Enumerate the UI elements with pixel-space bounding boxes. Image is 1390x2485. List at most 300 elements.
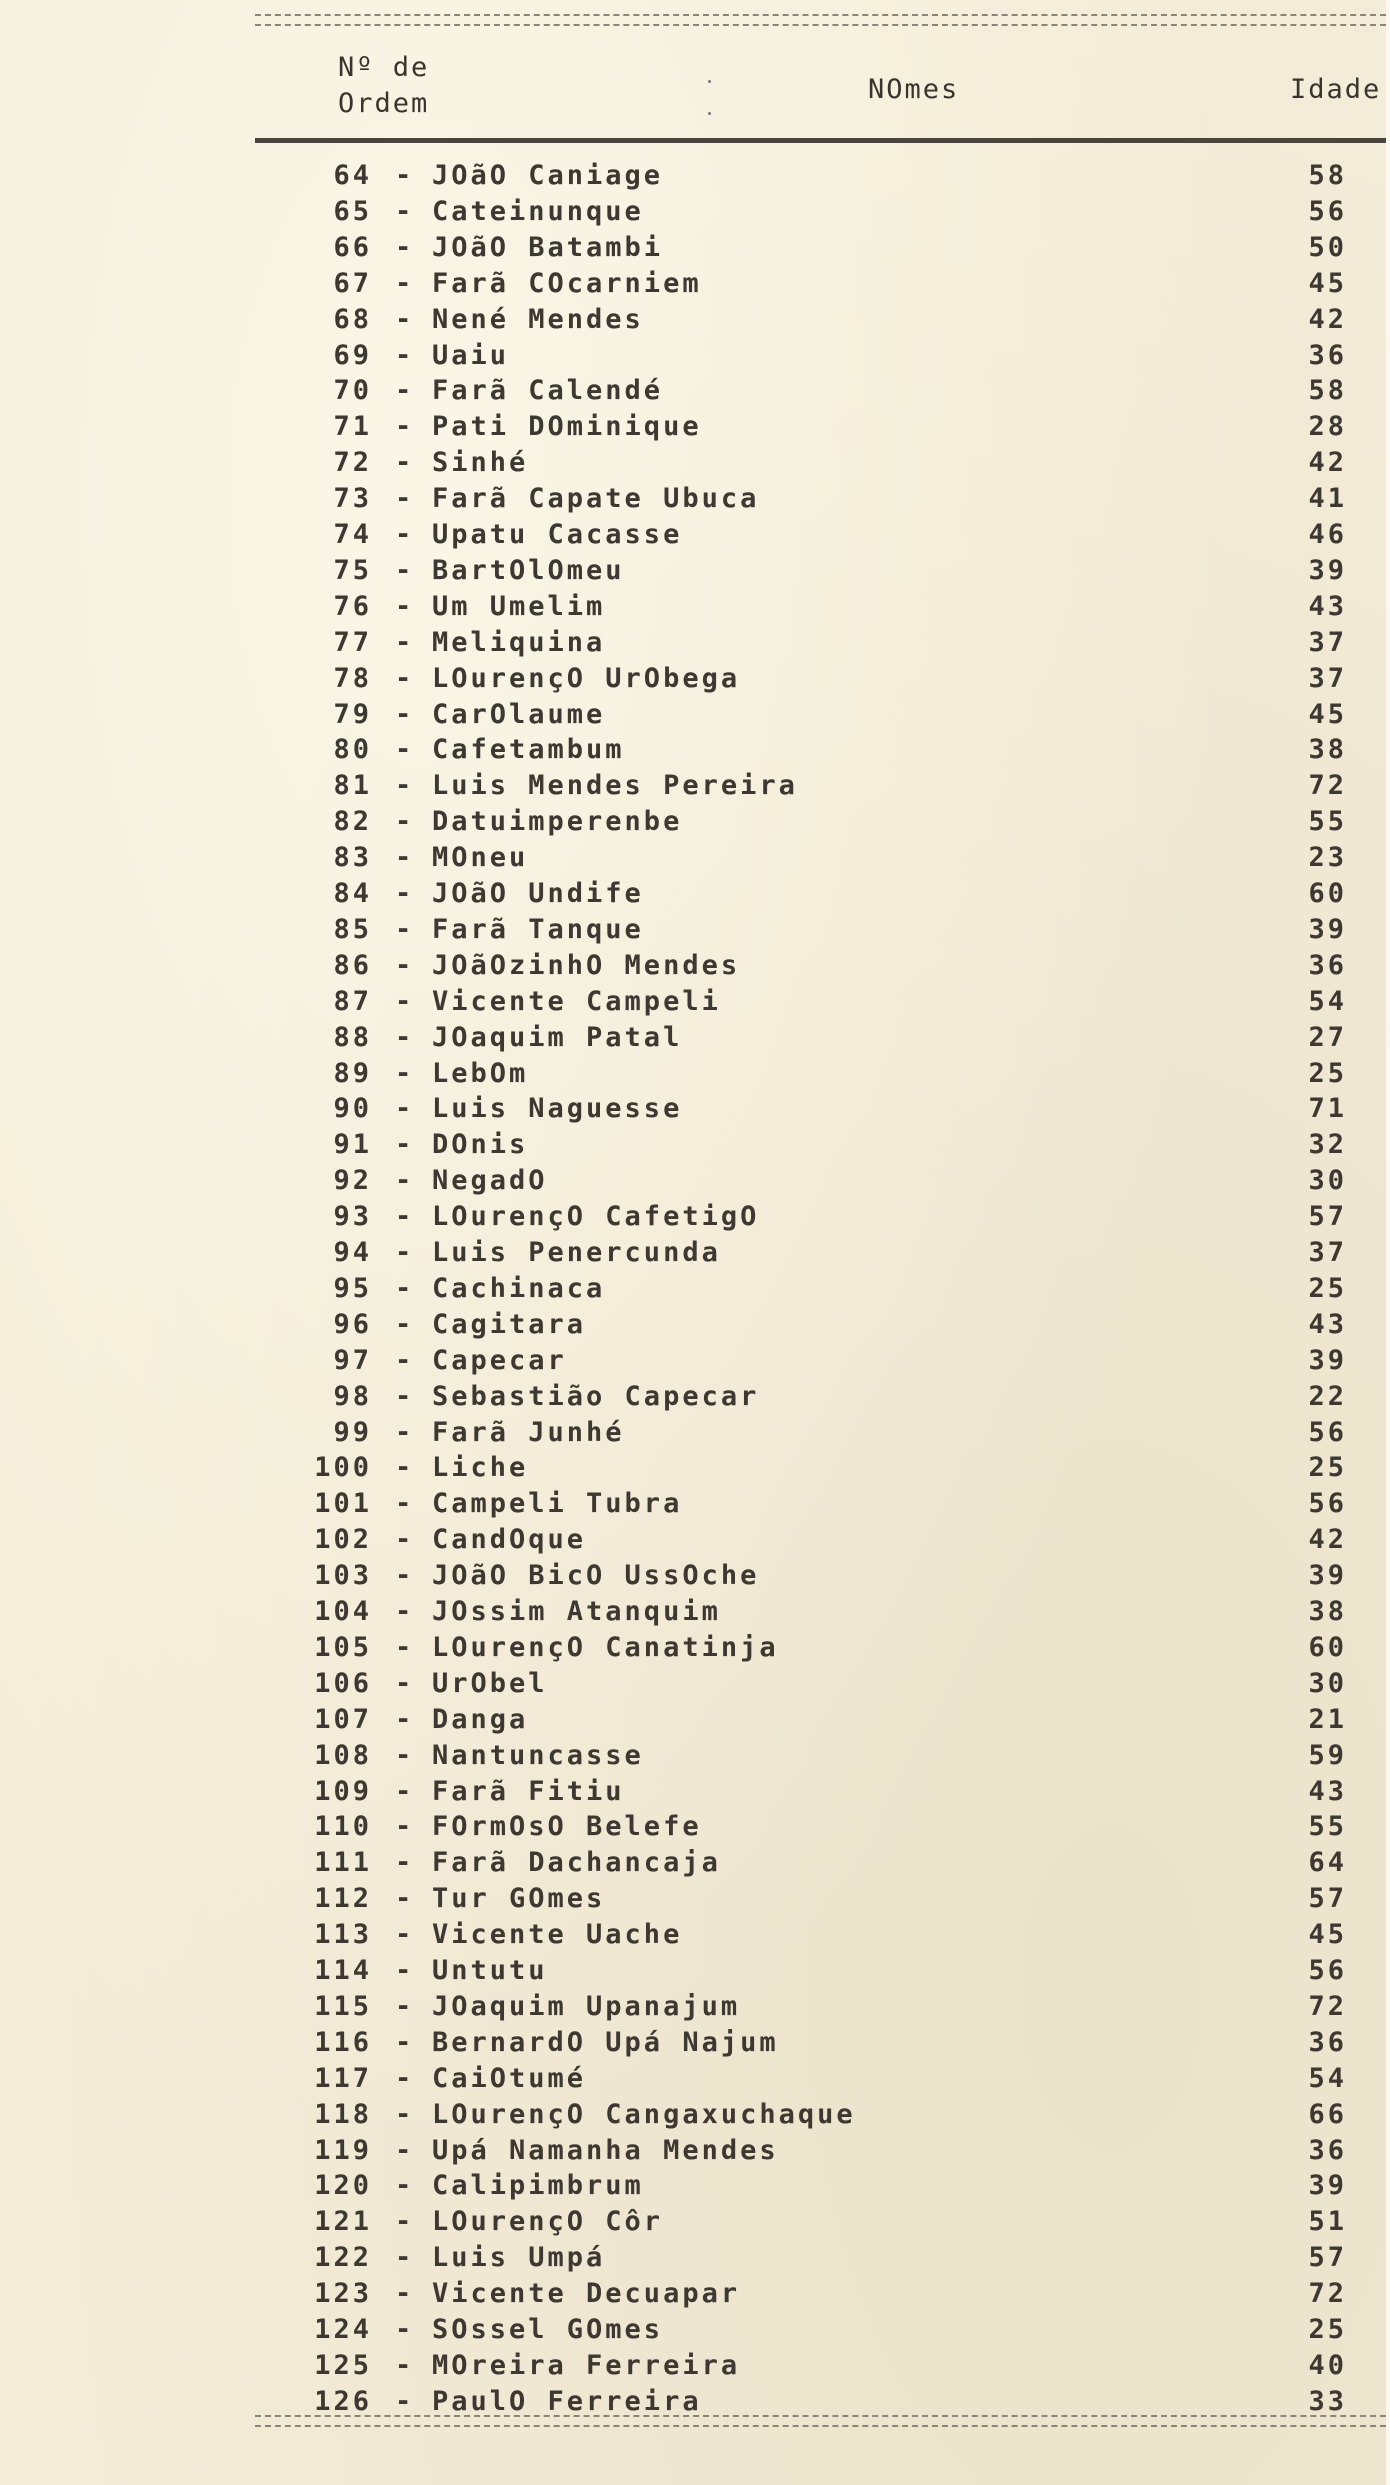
person-age: 37 [1308, 1237, 1347, 1268]
separator-dash: - [395, 1272, 415, 1304]
order-number: 117 [314, 2062, 372, 2094]
person-age: 64 [1308, 1847, 1347, 1879]
separator-dash: - [395, 734, 415, 766]
person-age: 59 [1308, 1739, 1347, 1771]
separator-dash: - [395, 949, 415, 981]
person-name: Farã COcarniem [432, 267, 702, 299]
person-name: PaulO Ferreira [432, 2385, 702, 2417]
person-age: 39 [1308, 2170, 1347, 2202]
header-rule [255, 138, 1386, 143]
list-item [0, 268, 1390, 304]
separator-dash: - [395, 2026, 415, 2058]
separator-dash: - [395, 483, 415, 515]
order-number: 118 [314, 2098, 372, 2130]
separator-dash: - [395, 375, 415, 407]
person-name: Upatu Cacasse [432, 519, 683, 550]
person-name: LOurençO Côr [432, 2206, 664, 2238]
list-item [0, 1740, 1390, 1776]
order-number: 109 [314, 1775, 372, 1807]
person-name: Luis Umpá [432, 2242, 606, 2274]
separator-dash: - [395, 1452, 415, 1484]
order-number: 79 [333, 698, 372, 730]
person-name: Farã Capate Ubuca [432, 483, 760, 515]
person-name: Datuimperenbe [432, 806, 683, 838]
person-age: 39 [1308, 1344, 1347, 1376]
order-number: 108 [314, 1739, 372, 1771]
list-item [0, 160, 1390, 196]
list-item [0, 2206, 1390, 2242]
person-name: FOrmOsO Belefe [432, 1811, 702, 1843]
separator-dash: - [395, 1380, 415, 1412]
order-number: 74 [333, 519, 372, 550]
order-number: 71 [333, 411, 372, 443]
separator-dash: - [395, 2385, 415, 2417]
list-item [0, 734, 1390, 770]
person-age: 57 [1308, 1201, 1347, 1233]
person-name: Uaiu [432, 339, 510, 371]
order-number: 123 [314, 2278, 372, 2310]
list-item [0, 591, 1390, 627]
person-name: Nantuncasse [432, 1739, 644, 1771]
list-item [0, 1273, 1390, 1309]
separator-dash: - [395, 411, 415, 443]
separator-dash: - [395, 2206, 415, 2238]
person-name: LOurençO Cangaxuchaque [432, 2098, 856, 2130]
order-number: 98 [333, 1380, 372, 1412]
list-item [0, 1201, 1390, 1237]
list-item [0, 914, 1390, 950]
separator-dash: - [395, 1560, 415, 1592]
person-name: JOssim Atanquim [432, 1596, 721, 1627]
person-age: 43 [1308, 590, 1347, 622]
person-name: JOãOzinhO Mendes [432, 949, 741, 981]
list-item [0, 304, 1390, 340]
order-number: 110 [314, 1811, 372, 1843]
order-number: 72 [333, 447, 372, 479]
person-name: Luis Mendes Pereira [432, 770, 798, 802]
order-number: 115 [314, 1990, 372, 2022]
person-age: 43 [1308, 1775, 1347, 1807]
list-item [0, 1596, 1390, 1632]
list-item [0, 1093, 1390, 1129]
separator-dash: - [395, 2062, 415, 2094]
person-name: Luis Naguesse [432, 1093, 683, 1125]
list-item [0, 1883, 1390, 1919]
separator-dash: - [395, 2134, 415, 2166]
order-number: 102 [314, 1524, 372, 1556]
person-name: BernardO Upá Najum [432, 2026, 779, 2058]
person-name: Luis Penercunda [432, 1237, 721, 1268]
separator-dash: - [395, 2349, 415, 2381]
person-name: Danga [432, 1703, 529, 1735]
order-number: 88 [333, 1021, 372, 1053]
order-number: 66 [333, 231, 372, 263]
list-item [0, 1237, 1390, 1273]
order-number: 104 [314, 1596, 372, 1627]
separator-dash: - [395, 303, 415, 335]
person-age: 56 [1308, 1488, 1347, 1520]
separator-dash: - [395, 1739, 415, 1771]
person-age: 43 [1308, 1308, 1347, 1340]
order-number: 68 [333, 303, 372, 335]
separator-dash: - [395, 339, 415, 371]
person-age: 54 [1308, 985, 1347, 1017]
list-item [0, 1632, 1390, 1668]
person-age: 25 [1308, 2314, 1347, 2345]
separator-dash: - [395, 1165, 415, 1197]
order-number: 124 [314, 2314, 372, 2345]
list-item [0, 1381, 1390, 1417]
list-item [0, 986, 1390, 1022]
person-age: 41 [1308, 483, 1347, 515]
order-number: 94 [333, 1237, 372, 1268]
person-name: Liche [432, 1452, 529, 1484]
person-age: 39 [1308, 913, 1347, 945]
person-name: BartOlOmeu [432, 554, 625, 586]
separator-dash: - [395, 1129, 415, 1161]
person-age: 55 [1308, 1811, 1347, 1843]
separator-dash: - [395, 2170, 415, 2202]
list-item [0, 196, 1390, 232]
person-name: CaiOtumé [432, 2062, 587, 2094]
person-age: 50 [1308, 231, 1347, 263]
separator-dash: - [395, 1596, 415, 1627]
person-name: Untutu [432, 1955, 548, 1986]
order-number: 126 [314, 2385, 372, 2417]
separator-dash: - [395, 1021, 415, 1053]
separator-dash: - [395, 1093, 415, 1125]
order-number: 114 [314, 1955, 372, 1986]
person-name: MOneu [432, 842, 529, 874]
person-name: CarOlaume [432, 698, 606, 730]
order-number: 92 [333, 1165, 372, 1197]
separator-dash: - [395, 842, 415, 874]
person-name: MOreira Ferreira [432, 2349, 741, 2381]
list-item [0, 2314, 1390, 2350]
list-item [0, 1847, 1390, 1883]
person-age: 71 [1308, 1093, 1347, 1125]
order-number: 112 [314, 1883, 372, 1915]
order-number: 107 [314, 1703, 372, 1735]
separator-dash: - [395, 1201, 415, 1233]
order-number: 111 [314, 1847, 372, 1879]
person-name: LOurençO Canatinja [432, 1631, 779, 1663]
order-number: 116 [314, 2026, 372, 2058]
order-number: 75 [333, 554, 372, 586]
person-name: Vicente Decuapar [432, 2278, 741, 2310]
person-name: Farã Tanque [432, 913, 644, 945]
person-name: JOãO Undife [432, 878, 644, 909]
order-number: 73 [333, 483, 372, 515]
person-age: 37 [1308, 662, 1347, 694]
person-age: 27 [1308, 1021, 1347, 1053]
person-age: 54 [1308, 2062, 1347, 2094]
separator-dash: - [395, 2242, 415, 2274]
person-age: 42 [1308, 303, 1347, 335]
person-name: Cafetambum [432, 734, 625, 766]
person-age: 42 [1308, 447, 1347, 479]
separator-dash: - [395, 1811, 415, 1843]
list-item [0, 1704, 1390, 1740]
person-age: 28 [1308, 411, 1347, 443]
person-age: 36 [1308, 2026, 1347, 2058]
person-age: 56 [1308, 1955, 1347, 1986]
ink-dot [708, 112, 711, 115]
list-item [0, 2170, 1390, 2206]
separator-dash: - [395, 1955, 415, 1986]
separator-dash: - [395, 519, 415, 550]
separator-dash: - [395, 1883, 415, 1915]
person-age: 45 [1308, 1919, 1347, 1951]
list-item [0, 2027, 1390, 2063]
order-number: 64 [333, 160, 372, 191]
separator-dash: - [395, 770, 415, 802]
person-name: JOãO BicO UssOche [432, 1560, 760, 1592]
order-number: 82 [333, 806, 372, 838]
person-age: 51 [1308, 2206, 1347, 2238]
order-number: 101 [314, 1488, 372, 1520]
list-item [0, 1668, 1390, 1704]
list-item [0, 1524, 1390, 1560]
header-names-label: NOmes [868, 74, 960, 105]
order-number: 105 [314, 1631, 372, 1663]
header-order-label: Ordem [338, 88, 430, 119]
list-item [0, 1776, 1390, 1812]
order-number: 96 [333, 1308, 372, 1340]
person-name: Cachinaca [432, 1272, 606, 1304]
separator-dash: - [395, 2314, 415, 2345]
order-number: 97 [333, 1344, 372, 1376]
list-item [0, 2350, 1390, 2386]
header-age-label: Idade [1290, 74, 1382, 105]
person-age: 60 [1308, 878, 1347, 909]
person-age: 40 [1308, 2349, 1347, 2381]
order-number: 70 [333, 375, 372, 407]
person-name: Vicente Campeli [432, 985, 721, 1017]
list-item [0, 1058, 1390, 1094]
person-name: Farã Calendé [432, 375, 664, 407]
separator-dash: - [395, 913, 415, 945]
top-double-rule [255, 14, 1386, 26]
separator-dash: - [395, 1416, 415, 1448]
separator-dash: - [395, 1631, 415, 1663]
person-age: 25 [1308, 1452, 1347, 1484]
order-number: 113 [314, 1919, 372, 1951]
separator-dash: - [395, 2098, 415, 2130]
person-age: 38 [1308, 734, 1347, 766]
bottom-double-rule [255, 2415, 1386, 2427]
list-item [0, 555, 1390, 591]
order-number: 119 [314, 2134, 372, 2166]
list-item [0, 950, 1390, 986]
order-number: 125 [314, 2349, 372, 2381]
order-number: 122 [314, 2242, 372, 2274]
header-number-label: Nº de [338, 52, 430, 83]
person-name: UrObel [432, 1667, 548, 1699]
person-name: SOssel GOmes [432, 2314, 664, 2345]
order-number: 90 [333, 1093, 372, 1125]
person-name: Cagitara [432, 1308, 587, 1340]
separator-dash: - [395, 195, 415, 227]
person-name: JOaquim Upanajum [432, 1990, 741, 2022]
separator-dash: - [395, 1667, 415, 1699]
person-age: 39 [1308, 1560, 1347, 1592]
order-number: 95 [333, 1272, 372, 1304]
order-number: 91 [333, 1129, 372, 1161]
order-number: 93 [333, 1201, 372, 1233]
order-number: 100 [314, 1452, 372, 1484]
person-name: Campeli Tubra [432, 1488, 683, 1520]
list-item [0, 1452, 1390, 1488]
person-name: Upá Namanha Mendes [432, 2134, 779, 2166]
list-item [0, 627, 1390, 663]
list-item [0, 2063, 1390, 2099]
separator-dash: - [395, 1524, 415, 1556]
separator-dash: - [395, 662, 415, 694]
person-age: 45 [1308, 698, 1347, 730]
separator-dash: - [395, 231, 415, 263]
separator-dash: - [395, 806, 415, 838]
list-item [0, 1129, 1390, 1165]
person-name: Farã Fitiu [432, 1775, 625, 1807]
person-age: 30 [1308, 1667, 1347, 1699]
person-age: 36 [1308, 949, 1347, 981]
list-item [0, 340, 1390, 376]
list-item [0, 232, 1390, 268]
order-number: 77 [333, 626, 372, 658]
list-item [0, 1811, 1390, 1847]
list-item [0, 806, 1390, 842]
separator-dash: - [395, 2278, 415, 2310]
person-age: 72 [1308, 1990, 1347, 2022]
person-name: LOurençO CafetigO [432, 1201, 760, 1233]
separator-dash: - [395, 447, 415, 479]
separator-dash: - [395, 160, 415, 191]
person-age: 38 [1308, 1596, 1347, 1627]
separator-dash: - [395, 1703, 415, 1735]
list-item [0, 447, 1390, 483]
list-item [0, 2242, 1390, 2278]
order-number: 87 [333, 985, 372, 1017]
person-age: 33 [1308, 2385, 1347, 2417]
person-name: Meliquina [432, 626, 606, 658]
order-number: 67 [333, 267, 372, 299]
person-age: 36 [1308, 2134, 1347, 2166]
separator-dash: - [395, 1847, 415, 1879]
person-age: 39 [1308, 554, 1347, 586]
person-name: LebOm [432, 1057, 529, 1089]
order-number: 81 [333, 770, 372, 802]
list-item [0, 1022, 1390, 1058]
list-item [0, 375, 1390, 411]
separator-dash: - [395, 1237, 415, 1268]
person-name: Tur GOmes [432, 1883, 606, 1915]
list-item [0, 2135, 1390, 2171]
person-name: Sebastião Capecar [432, 1380, 760, 1412]
person-age: 23 [1308, 842, 1347, 874]
separator-dash: - [395, 1344, 415, 1376]
person-age: 72 [1308, 2278, 1347, 2310]
person-name: Vicente Uache [432, 1919, 683, 1951]
order-number: 69 [333, 339, 372, 371]
separator-dash: - [395, 1919, 415, 1951]
person-age: 25 [1308, 1272, 1347, 1304]
list-item [0, 1309, 1390, 1345]
separator-dash: - [395, 267, 415, 299]
person-name: Pati DOminique [432, 411, 702, 443]
list-item [0, 1165, 1390, 1201]
person-age: 55 [1308, 806, 1347, 838]
separator-dash: - [395, 1775, 415, 1807]
person-name: Um Umelim [432, 590, 606, 622]
person-name: Capecar [432, 1344, 567, 1376]
order-number: 89 [333, 1057, 372, 1089]
person-name: NegadO [432, 1165, 548, 1197]
order-number: 80 [333, 734, 372, 766]
separator-dash: - [395, 698, 415, 730]
separator-dash: - [395, 1308, 415, 1340]
person-age: 58 [1308, 375, 1347, 407]
list-item [0, 842, 1390, 878]
person-age: 58 [1308, 160, 1347, 191]
order-number: 85 [333, 913, 372, 945]
person-age: 36 [1308, 339, 1347, 371]
ink-dot [708, 80, 711, 83]
person-age: 66 [1308, 2098, 1347, 2130]
person-age: 42 [1308, 1524, 1347, 1556]
person-name: Farã Dachancaja [432, 1847, 721, 1879]
list-item [0, 699, 1390, 735]
list-item [0, 1560, 1390, 1596]
person-name: LOurençO UrObega [432, 662, 741, 694]
separator-dash: - [395, 1990, 415, 2022]
order-number: 121 [314, 2206, 372, 2238]
separator-dash: - [395, 590, 415, 622]
separator-dash: - [395, 554, 415, 586]
order-number: 83 [333, 842, 372, 874]
person-age: 56 [1308, 195, 1347, 227]
list-item [0, 2278, 1390, 2314]
person-name: JOãO Batambi [432, 231, 664, 263]
list-item [0, 1919, 1390, 1955]
person-name: Farã Junhé [432, 1416, 625, 1448]
list-item [0, 411, 1390, 447]
separator-dash: - [395, 1057, 415, 1089]
person-age: 60 [1308, 1631, 1347, 1663]
order-number: 76 [333, 590, 372, 622]
order-number: 65 [333, 195, 372, 227]
separator-dash: - [395, 626, 415, 658]
separator-dash: - [395, 1488, 415, 1520]
person-name: Cateinunque [432, 195, 644, 227]
list-item [0, 770, 1390, 806]
list-item [0, 878, 1390, 914]
list-item [0, 663, 1390, 699]
person-name: Sinhé [432, 447, 529, 479]
person-age: 56 [1308, 1416, 1347, 1448]
person-age: 22 [1308, 1380, 1347, 1412]
person-name: Calipimbrum [432, 2170, 644, 2202]
person-age: 30 [1308, 1165, 1347, 1197]
person-age: 72 [1308, 770, 1347, 802]
person-age: 25 [1308, 1057, 1347, 1089]
list-item [0, 1955, 1390, 1991]
list-item [0, 483, 1390, 519]
person-name: DOnis [432, 1129, 529, 1161]
person-name: Nené Mendes [432, 303, 644, 335]
person-name: JOaquim Patal [432, 1021, 683, 1053]
separator-dash: - [395, 878, 415, 909]
